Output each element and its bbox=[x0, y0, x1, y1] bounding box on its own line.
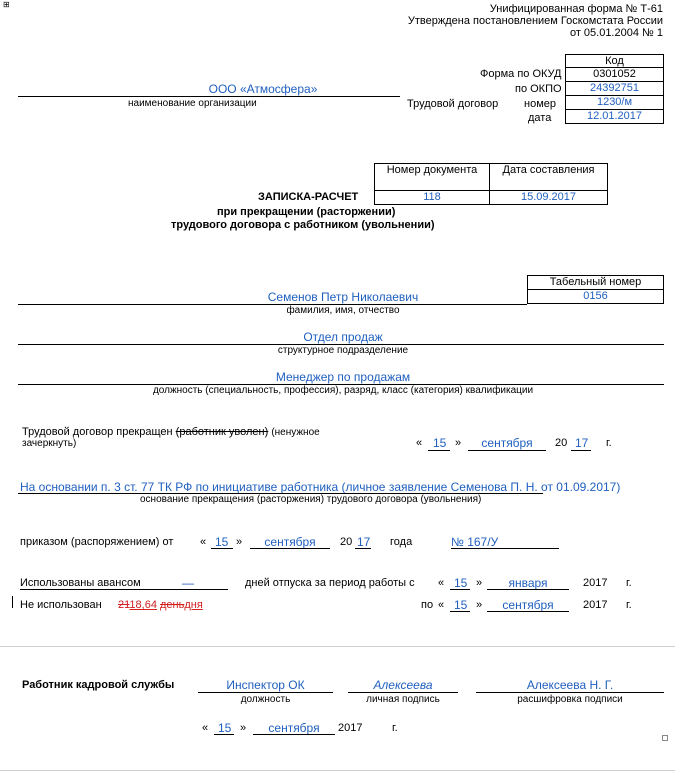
signature-day-line bbox=[214, 734, 234, 735]
contract-date-value[interactable]: 12.01.2017 bbox=[565, 109, 664, 124]
termination-year-prefix: 20 bbox=[555, 437, 568, 449]
doc-subtitle-1: при прекращении (расторжении) bbox=[217, 206, 396, 218]
vacation-to-month-line bbox=[487, 611, 569, 612]
order-open-quote: « bbox=[200, 536, 207, 548]
form-header-line3: от 05.01.2004 № 1 bbox=[569, 27, 663, 39]
signature-name-caption: расшифровка подписи bbox=[517, 694, 623, 705]
form-header-line2: Утверждена постановлением Госкомстата России bbox=[407, 15, 663, 27]
order-year-line bbox=[355, 548, 371, 549]
vacation-unused-label: Не использован bbox=[20, 599, 102, 611]
vacation-from-month-line bbox=[487, 589, 569, 590]
vacation-days-label: дней отпуска за период работы с bbox=[245, 577, 415, 589]
termination-open-quote: « bbox=[416, 437, 423, 449]
vacation-from-close-quote: » bbox=[476, 577, 483, 589]
employee-name[interactable]: Семенов Петр Николаевич bbox=[267, 290, 419, 304]
doc-number-value[interactable]: 118 bbox=[374, 190, 490, 205]
termination-close-quote: » bbox=[455, 437, 462, 449]
vacation-to-unit: г. bbox=[626, 599, 632, 611]
termination-year-unit: г. bbox=[606, 437, 612, 449]
signature-year: 2017 bbox=[338, 722, 363, 734]
signature-month-line bbox=[253, 734, 335, 735]
order-year-word: года bbox=[390, 536, 413, 548]
page-break-bottom bbox=[0, 770, 675, 771]
vacation-to-close-quote: » bbox=[476, 599, 483, 611]
signature-sign-line bbox=[348, 692, 458, 693]
signature-name[interactable]: Алексеева Н. Г. bbox=[526, 678, 614, 692]
vacation-to-day-line bbox=[450, 611, 470, 612]
vacation-used-label: Использованы авансом bbox=[20, 577, 141, 589]
doc-title: ЗАПИСКА-РАСЧЕТ bbox=[258, 191, 359, 203]
page-break-top bbox=[0, 646, 675, 647]
vacation-from-open-quote: « bbox=[438, 577, 445, 589]
vacation-to-open-quote: « bbox=[438, 599, 445, 611]
order-number-line bbox=[451, 548, 559, 549]
organization-caption: наименование организации bbox=[128, 98, 257, 109]
doc-date-header: Дата составления bbox=[489, 163, 608, 191]
termination-day[interactable]: 15 bbox=[433, 436, 447, 450]
vacation-to-label: по bbox=[421, 599, 434, 611]
order-label: приказом (распоряжением) от bbox=[20, 536, 174, 548]
okud-label: Форма по ОКУД bbox=[480, 68, 562, 80]
position-value[interactable]: Менеджер по продажам bbox=[275, 370, 411, 384]
okpo-value[interactable]: 24392751 bbox=[565, 81, 664, 96]
order-day-line bbox=[211, 548, 233, 549]
employee-name-caption: фамилия, имя, отчество bbox=[286, 305, 400, 316]
tab-number-header: Табельный номер bbox=[527, 275, 664, 290]
termination-basis[interactable]: На основании п. 3 ст. 77 ТК РФ по инициативе работника (личное заявление Семенова П. Н. от 01.09.2017) bbox=[20, 480, 621, 494]
organization-line bbox=[18, 96, 400, 97]
contract-date-label: дата bbox=[528, 112, 552, 124]
termination-day-line bbox=[428, 450, 450, 451]
vacation-from-day[interactable]: 15 bbox=[454, 576, 468, 590]
doc-subtitle-2: трудового договора с работником (увольнении) bbox=[171, 219, 435, 231]
contract-number-label: номер bbox=[524, 98, 556, 110]
termination-text-line2: зачеркнуть) bbox=[22, 438, 77, 449]
signature-unit: г. bbox=[392, 722, 398, 734]
termination-text: Трудовой договор прекращен (работник уволен) (ненужное bbox=[22, 426, 320, 438]
termination-year-suffix[interactable]: 17 bbox=[575, 436, 589, 450]
vacation-to-day[interactable]: 15 bbox=[454, 598, 468, 612]
signature-month[interactable]: сентября bbox=[268, 721, 320, 735]
signature-label: Работник кадровой службы bbox=[22, 679, 175, 691]
vacation-used-value[interactable]: — bbox=[182, 576, 194, 590]
tab-number-value[interactable]: 0156 bbox=[527, 289, 664, 304]
okud-value: 0301052 bbox=[565, 67, 664, 82]
vacation-unused-value[interactable]: 2118,64 деньдня bbox=[118, 599, 203, 611]
vacation-from-month[interactable]: января bbox=[508, 576, 548, 590]
contract-number-value[interactable]: 1230/м bbox=[565, 95, 664, 110]
signature-name-line bbox=[476, 692, 664, 693]
termination-basis-caption: основание прекращения (расторжения) трудового договора (увольнения) bbox=[140, 494, 482, 505]
order-year-prefix: 20 bbox=[340, 536, 353, 548]
order-day[interactable]: 15 bbox=[215, 535, 229, 549]
signature-position-line bbox=[198, 692, 333, 693]
termination-year-line bbox=[571, 450, 591, 451]
termination-month[interactable]: сентября bbox=[481, 436, 533, 450]
order-month[interactable]: сентября bbox=[264, 535, 316, 549]
vacation-from-day-line bbox=[450, 589, 470, 590]
vacation-from-year: 2017 bbox=[583, 577, 608, 589]
order-close-quote: » bbox=[236, 536, 243, 548]
signature-position-caption: должность bbox=[240, 694, 291, 705]
signature-position[interactable]: Инспектор ОК bbox=[226, 678, 305, 692]
contract-label: Трудовой договор bbox=[407, 98, 499, 110]
organization-name[interactable]: ООО «Атмосфера» bbox=[208, 82, 318, 96]
department-caption: структурное подразделение bbox=[277, 345, 409, 356]
vacation-to-year: 2017 bbox=[583, 599, 608, 611]
doc-number-header: Номер документа bbox=[374, 163, 490, 191]
resize-handle-icon[interactable] bbox=[662, 735, 668, 741]
corner-marker-icon: ⊞ bbox=[3, 0, 10, 9]
signature-sign-caption: личная подпись bbox=[366, 694, 440, 705]
text-cursor bbox=[12, 596, 13, 608]
okpo-label: по ОКПО bbox=[515, 83, 562, 95]
signature-open-quote: « bbox=[202, 722, 209, 734]
signature-day[interactable]: 15 bbox=[218, 721, 232, 735]
position-caption: должность (специальность, профессия), разряд, класс (категория) квалификации bbox=[152, 385, 534, 396]
signature-sign[interactable]: Алексеева bbox=[373, 678, 433, 692]
vacation-used-line bbox=[20, 589, 228, 590]
order-month-line bbox=[250, 548, 330, 549]
vacation-to-month[interactable]: сентября bbox=[502, 598, 554, 612]
order-year-suffix[interactable]: 17 bbox=[357, 535, 371, 549]
vacation-from-unit: г. bbox=[626, 577, 632, 589]
kod-header: Код bbox=[565, 54, 664, 68]
form-header-line1: Унифицированная форма № Т-61 bbox=[489, 3, 663, 15]
order-number[interactable]: № 167/У bbox=[451, 535, 499, 549]
signature-close-quote: » bbox=[240, 722, 247, 734]
doc-date-value[interactable]: 15.09.2017 bbox=[489, 190, 608, 205]
department-value[interactable]: Отдел продаж bbox=[303, 330, 383, 344]
termination-month-line bbox=[468, 450, 546, 451]
